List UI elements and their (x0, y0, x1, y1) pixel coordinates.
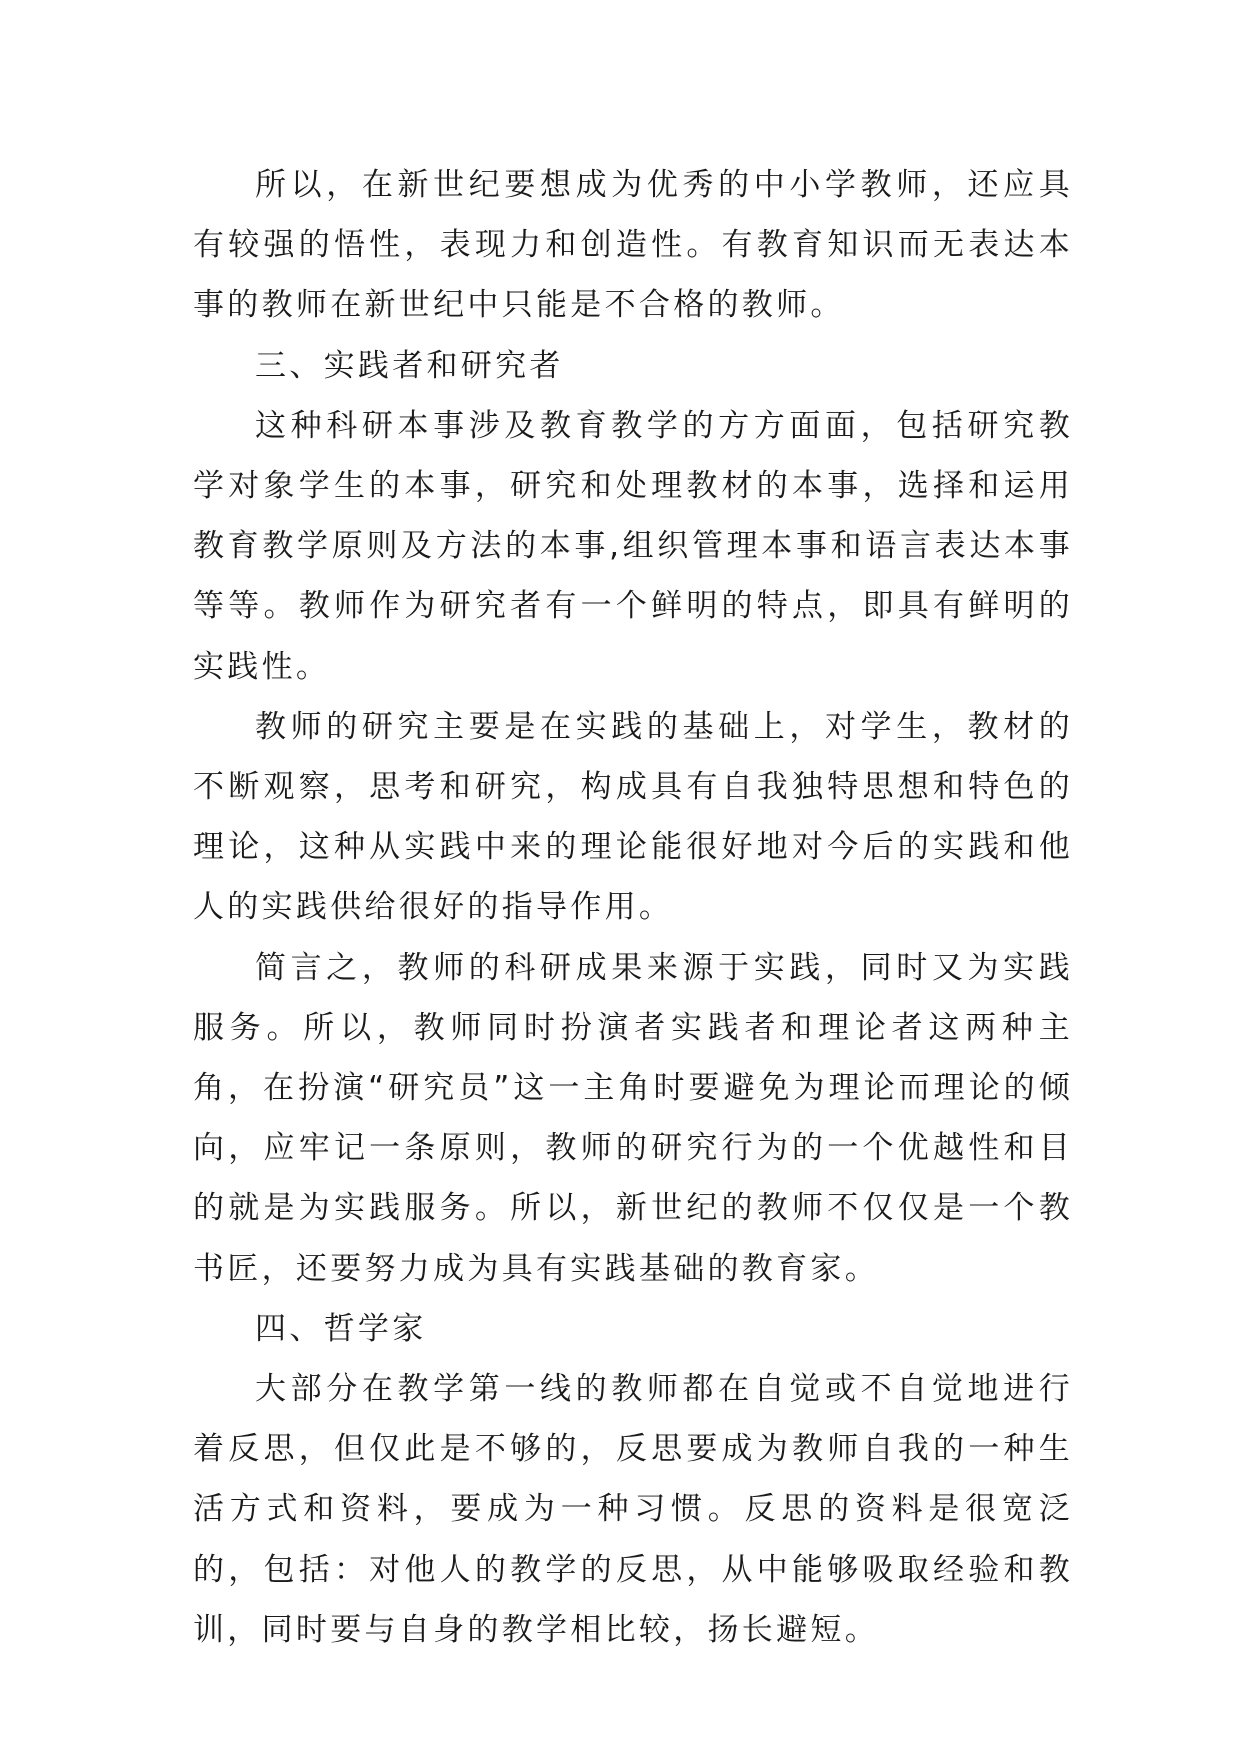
paragraph: 这种科研本事涉及教育教学的方方面面，包括研究教学对象学生的本事，研究和处理教材的本事，选择和运用教育教学原则及方法的本事,组织管理本事和语言表达本事等等。教师作为研究者有一个鲜明的特点，即具有鲜明的实践性。 (193, 407, 1073, 685)
paragraph: 大部分在教学第一线的教师都在自觉或不自觉地进行着反思，但仅此是不够的，反思要成为教师自我的一种生活方式和资料，要成为一种习惯。反思的资料是很宽泛的，包括：对他人的教学的反思，从中能够吸取经验和教训，同时要与自身的教学相比较，扬长避短。 (193, 1371, 1073, 1648)
document-body (193, 155, 1073, 1660)
section-heading: 三、实践者和研究者 (255, 347, 564, 384)
paragraph: 所以，在新世纪要想成为优秀的中小学教师，还应具有较强的悟性，表现力和创造性。有教育知识而无表达本事的教师在新世纪中只能是不合格的教师。 (193, 167, 1073, 324)
section-heading: 四、哲学家 (255, 1310, 427, 1347)
paragraph: 教师的研究主要是在实践的基础上，对学生，教材的不断观察，思考和研究，构成具有自我独特思想和特色的理论，这种从实践中来的理论能很好地对今后的实践和他人的实践供给很好的指导作用。 (193, 708, 1073, 926)
paragraph: 简言之，教师的科研成果来源于实践，同时又为实践服务。所以，教师同时扮演者实践者和理论者这两种主角，在扮演“研究员”这一主角时要避免为理论而理论的倾向，应牢记一条原则，教师的研究行为的一个优越性和目的就是为实践服务。所以，新世纪的教师不仅仅是一个教书匠，还要努力成为具有实践基础的教育家。 (193, 949, 1073, 1287)
